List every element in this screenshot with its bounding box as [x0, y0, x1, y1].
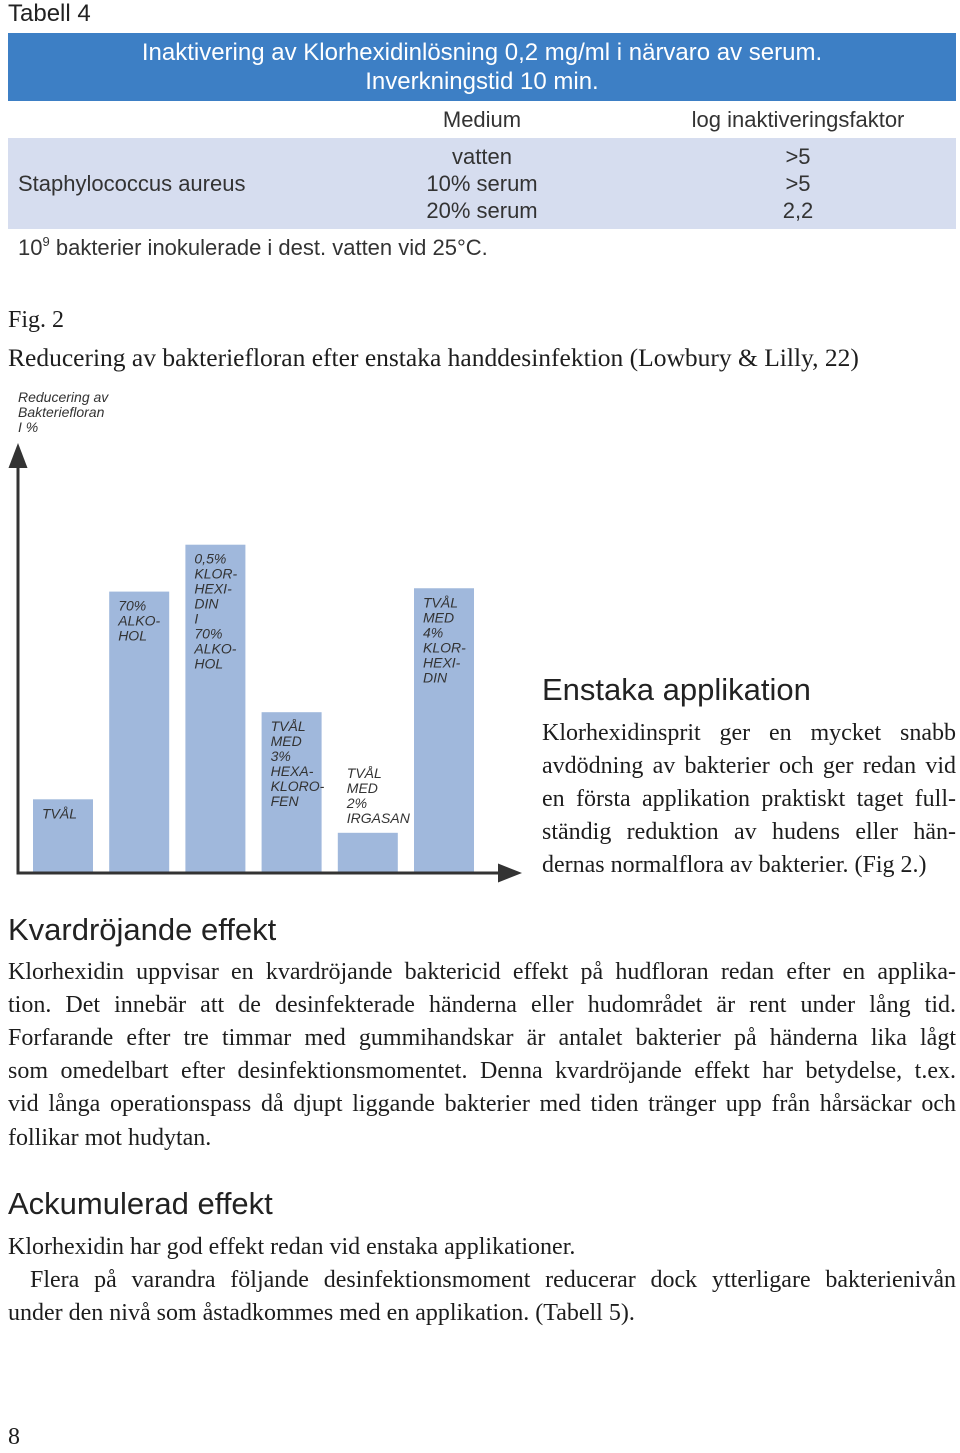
bar-label-line: 0,5%	[194, 550, 227, 567]
bar-label-line: 3%	[270, 748, 291, 765]
text-line: dernas normalflora av bakterier. (Fig 2.)	[542, 851, 927, 878]
text-line: follikar mot hudytan.	[8, 1124, 212, 1151]
table-body	[8, 138, 956, 229]
text-line: tion. Det innebär att de desinfekterade händerna eller hudområdet är rent under lång tid.	[8, 991, 956, 1018]
bar-label-line: I	[194, 610, 199, 627]
bar-label-line: DIN	[194, 595, 219, 612]
figure-caption: Reducering av bakteriefloran efter enstaka handdesinfektion (Lowbury & Lilly, 22)	[8, 343, 859, 372]
bar-label-line: 70%	[118, 597, 147, 614]
bar-label-line: DIN	[423, 669, 448, 686]
bar-label-line: HOL	[118, 627, 147, 644]
bar-label-line: HOL	[194, 655, 224, 672]
bar-labels	[42, 551, 466, 826]
table-row	[8, 197, 956, 224]
text-line: Klorhexidinsprit ger en mycket snabb	[542, 719, 956, 746]
bar-label-line: TVÅL	[346, 764, 382, 781]
paragraph-cumulative-effect	[8, 1231, 956, 1330]
table-row	[8, 143, 956, 170]
bar-label-line: MED	[270, 733, 302, 750]
bar-label-line: ALKO-	[194, 640, 237, 657]
column-header-medium: Medium	[442, 107, 522, 132]
factor-cell: >5	[785, 171, 811, 196]
bar-label-line: HEXI-	[423, 654, 461, 671]
figure-label: Fig. 2	[8, 307, 65, 333]
bar-label-line: 70%	[194, 625, 223, 642]
bar-label-line: MED	[346, 779, 378, 796]
bar-label-1	[42, 805, 77, 821]
y-axis-label	[18, 389, 109, 435]
text-line: avdödning av bakterier och ger redan vid	[542, 752, 956, 779]
column-header-factor: log inaktiveringsfaktor	[691, 107, 905, 132]
table-footnote	[18, 234, 488, 262]
section-heading-single-application: Enstaka applikation	[542, 672, 811, 707]
table-header	[8, 33, 956, 101]
y-axis-label-line: Reducering av	[18, 389, 109, 405]
bar-label-line: HEXA-	[270, 763, 314, 780]
bar-label-line: TVÅL	[270, 718, 306, 735]
text-line: ständig reduktion av hudens eller hän-	[542, 818, 956, 845]
bar-label-line: 2%	[346, 794, 368, 811]
footnote-exponent: 9	[42, 234, 50, 249]
footnote-base: 10	[18, 235, 43, 260]
paragraph-residual-effect	[8, 956, 956, 1155]
bar-label-line: TVÅL	[423, 594, 459, 611]
text-line: Klorhexidin har god effekt redan vid enstaka applikationer.	[8, 1233, 576, 1260]
text-line: Klorhexidin uppvisar en kvardröjande baktericid effekt på hudfloran redan efter en applika-	[8, 958, 956, 985]
y-axis-label-line: I %	[18, 419, 39, 435]
bar-label-line: TVÅL	[42, 805, 78, 822]
footnote-text: bakterier inokulerade i dest. vatten vid 25°C.	[55, 235, 488, 260]
y-axis-arrow-icon	[9, 443, 28, 468]
factor-cell: >5	[785, 144, 811, 169]
section-heading-cumulative-effect: Ackumulerad effekt	[8, 1186, 273, 1221]
x-axis-arrow-icon	[498, 864, 522, 883]
paragraph-single-application	[542, 717, 956, 882]
text-line: som omedelbart efter desinfektionsmomentet. Denna kvardröjande effekt har betydelse, t.ex.	[8, 1058, 956, 1085]
medium-cell: 10% serum	[426, 171, 538, 196]
bar-label-5	[346, 765, 411, 826]
bar-5	[338, 833, 398, 873]
bar-label-line: 4%	[423, 624, 444, 641]
medium-cell: 20% serum	[426, 198, 538, 223]
bar-label-line: HEXI-	[194, 580, 232, 597]
bar-label-line: MED	[423, 609, 455, 626]
page-number: 8	[8, 1424, 20, 1450]
text-line: under den nivå som åstadkommes med en applikation. (Tabell 5).	[8, 1299, 635, 1326]
bar-label-line: KLOR-	[194, 565, 238, 582]
bar-label-line: ALKO-	[118, 612, 161, 629]
factor-cell: 2,2	[782, 198, 814, 223]
table-label: Tabell 4	[8, 0, 91, 27]
bar-label-line: KLOR-	[423, 639, 466, 656]
bar-label-line: FEN	[270, 793, 299, 810]
section-heading-residual-effect: Kvardröjande effekt	[8, 912, 277, 947]
organism-cell: Staphylococcus aureus	[18, 171, 246, 196]
table-title-line: Inaktivering av Klorhexidinlösning 0,2 mg/ml i närvaro av serum.	[141, 39, 823, 66]
text-line: Flera på varandra följande desinfektionsmoment reducerar dock ytterligare bakterienivån	[30, 1266, 956, 1293]
bar-label-line: KLORO-	[270, 778, 325, 795]
table-title-line: Inverkningstid 10 min.	[365, 68, 599, 95]
bar-label-line: IRGASAN	[346, 809, 410, 826]
text-line: en första applikation praktiskt taget full-	[542, 785, 956, 812]
text-line: vid långa operationspass då djupt liggande bakterier med tiden tränger upp från hårsäckar och	[8, 1091, 956, 1118]
text-line: Forfarande efter tre timmar med gummihandskar är antalet bakterier på händerna lika lågt	[8, 1024, 956, 1051]
medium-cell: vatten	[452, 144, 512, 169]
bar-chart	[0, 380, 540, 890]
table-row	[8, 170, 956, 197]
y-axis-label-line: Bakteriefloran	[18, 404, 105, 420]
